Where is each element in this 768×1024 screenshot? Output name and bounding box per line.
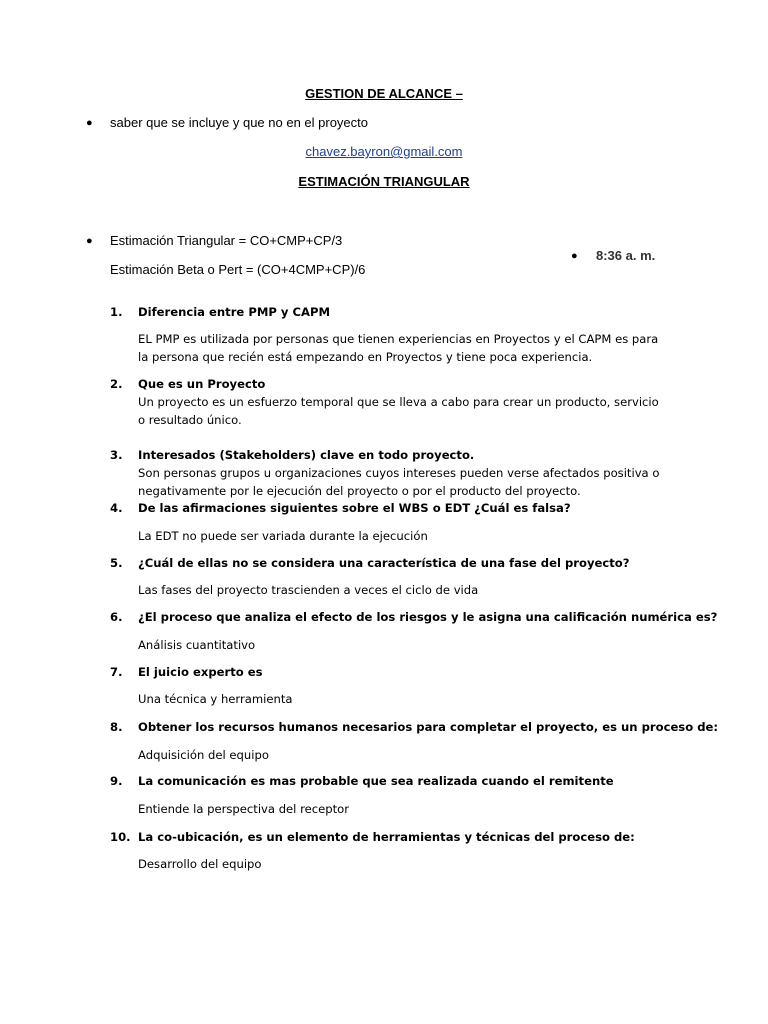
answer-3-line-2: negativamente por le ejecución del proyecto o por el producto del proyecto. (138, 484, 581, 498)
question-4: De las afirmaciones siguientes sobre el WBS o EDT ¿Cuál es falsa? (138, 501, 571, 515)
answer-5: Las fases del proyecto trascienden a veces el ciclo de vida (138, 583, 479, 597)
question-7: El juicio experto es (138, 665, 263, 679)
item-number: 7. (110, 665, 123, 679)
question-8: Obtener los recursos humanos necesarios para completar el proyecto, es un proceso de: (138, 720, 719, 734)
question-5: ¿Cuál de ellas no se considera una característica de una fase del proyecto? (138, 556, 630, 570)
item-number: 2. (110, 377, 123, 391)
answer-8: Adquisición del equipo (138, 748, 269, 762)
item-number: 6. (110, 610, 123, 624)
item-number: 5. (110, 556, 123, 570)
item-number: 8. (110, 720, 123, 734)
bullet-text-scope: saber que se incluye y que no en el proyecto (110, 115, 369, 130)
item-number: 10. (110, 830, 131, 844)
bullet-icon: ● (86, 235, 93, 247)
bullet-icon: ● (571, 250, 578, 262)
bullet-icon: ● (86, 117, 93, 129)
answer-10: Desarrollo del equipo (138, 857, 262, 871)
question-10: La co-ubicación, es un elemento de herramientas y técnicas del proceso de: (138, 830, 635, 844)
answer-1-line-2: la persona que recién está empezando en Proyectos y tiene poca experiencia. (138, 350, 593, 364)
section-title: ESTIMACIÓN TRIANGULAR (298, 174, 470, 189)
question-2: Que es un Proyecto (138, 377, 266, 391)
answer-3-line-1: Son personas grupos u organizaciones cuyos intereses pueden verse afectados positiva o (138, 466, 660, 480)
answer-2-line-2: o resultado único. (138, 413, 242, 427)
item-number: 4. (110, 501, 123, 515)
answer-4: La EDT no puede ser variada durante la ejecución (138, 529, 428, 543)
question-9: La comunicación es mas probable que sea realizada cuando el remitente (138, 774, 614, 788)
item-number: 1. (110, 305, 123, 319)
answer-1-line-1: EL PMP es utilizada por personas que tienen experiencias en Proyectos y el CAPM es para (138, 332, 659, 346)
email-link[interactable]: chavez.bayron@gmail.com (305, 144, 463, 159)
question-3: Interesados (Stakeholders) clave en todo proyecto. (138, 448, 475, 462)
question-6: ¿El proceso que analiza el efecto de los riesgos y le asigna una calificación numérica es? (138, 610, 718, 624)
item-number: 9. (110, 774, 123, 788)
answer-9: Entiende la perspectiva del receptor (138, 802, 350, 816)
formula-beta: Estimación Beta o Pert = (CO+4CMP+CP)/6 (110, 262, 366, 277)
answer-2-line-1: Un proyecto es un esfuerzo temporal que se lleva a cabo para crear un producto, servicio (138, 395, 659, 409)
question-1: Diferencia entre PMP y CAPM (138, 305, 330, 319)
item-number: 3. (110, 448, 123, 462)
formula-triangular: Estimación Triangular = CO+CMP+CP/3 (110, 233, 343, 248)
page-title: GESTION DE ALCANCE – (305, 86, 463, 101)
answer-6: Análisis cuantitativo (138, 638, 256, 652)
timestamp: 8:36 a. m. (596, 248, 656, 263)
answer-7: Una técnica y herramienta (138, 692, 293, 706)
